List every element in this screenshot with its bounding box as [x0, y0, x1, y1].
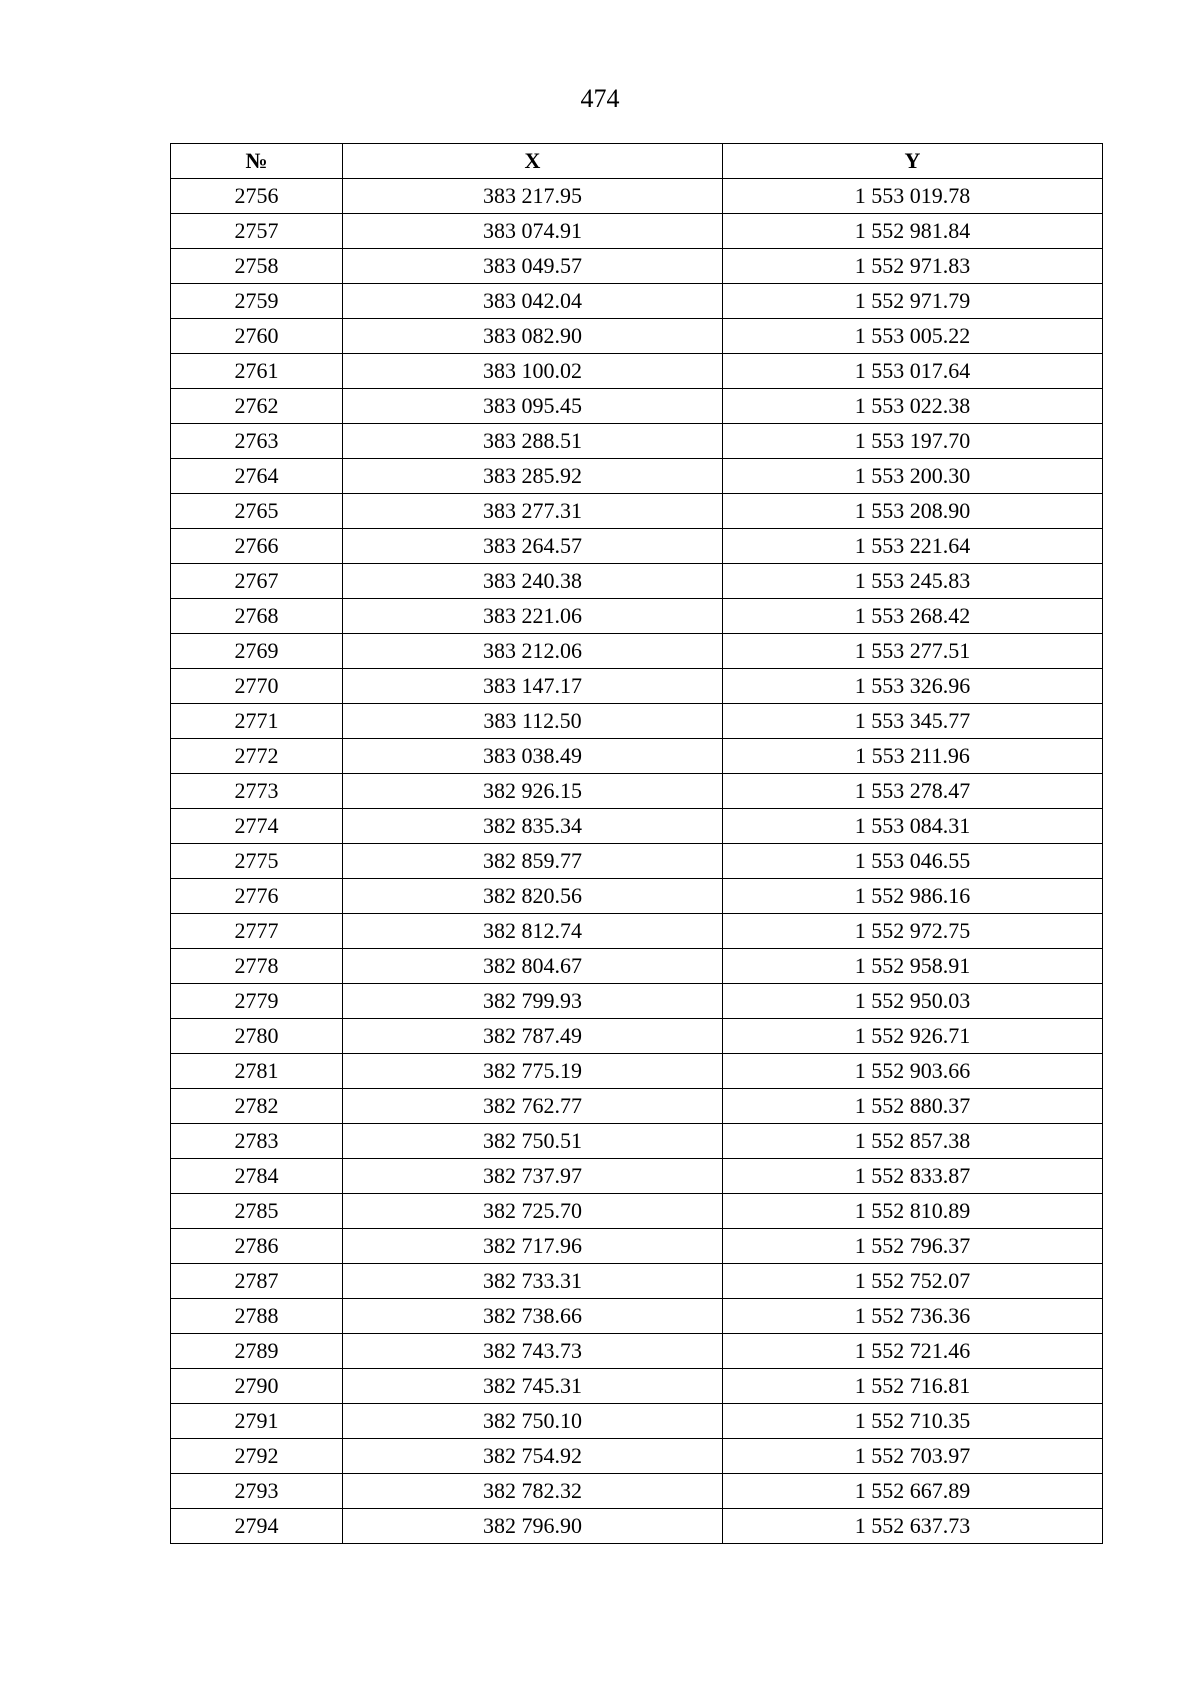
table-row: [171, 179, 1103, 214]
cell-number: 2780: [171, 1019, 343, 1054]
cell-x: 382 717.96: [343, 1229, 723, 1264]
cell-x: 382 762.77: [343, 1089, 723, 1124]
cell-x: 383 212.06: [343, 634, 723, 669]
cell-number: 2777: [171, 914, 343, 949]
cell-x: 383 038.49: [343, 739, 723, 774]
table-row: [171, 1229, 1103, 1264]
cell-number: 2785: [171, 1194, 343, 1229]
cell-y: 1 552 926.71: [723, 1019, 1103, 1054]
page-number: 474: [580, 84, 620, 113]
table-row: [171, 1439, 1103, 1474]
cell-y: 1 553 245.83: [723, 564, 1103, 599]
cell-y: 1 552 810.89: [723, 1194, 1103, 1229]
cell-y: 1 552 710.35: [723, 1404, 1103, 1439]
cell-number: 2758: [171, 249, 343, 284]
cell-y: 1 552 796.37: [723, 1229, 1103, 1264]
cell-number: 2783: [171, 1124, 343, 1159]
cell-x: 382 737.97: [343, 1159, 723, 1194]
table-row: [171, 564, 1103, 599]
cell-number: 2776: [171, 879, 343, 914]
table-body: [171, 179, 1103, 1544]
table-row: [171, 529, 1103, 564]
cell-y: 1 552 721.46: [723, 1334, 1103, 1369]
cell-number: 2789: [171, 1334, 343, 1369]
cell-number: 2761: [171, 354, 343, 389]
cell-x: 383 288.51: [343, 424, 723, 459]
cell-x: 382 787.49: [343, 1019, 723, 1054]
cell-y: 1 552 972.75: [723, 914, 1103, 949]
cell-y: 1 553 221.64: [723, 529, 1103, 564]
cell-number: 2793: [171, 1474, 343, 1509]
cell-y: 1 552 857.38: [723, 1124, 1103, 1159]
cell-y: 1 552 752.07: [723, 1264, 1103, 1299]
cell-y: 1 553 277.51: [723, 634, 1103, 669]
cell-y: 1 552 833.87: [723, 1159, 1103, 1194]
cell-number: 2769: [171, 634, 343, 669]
cell-number: 2781: [171, 1054, 343, 1089]
cell-x: 383 112.50: [343, 704, 723, 739]
table-row: [171, 1509, 1103, 1544]
cell-x: 382 775.19: [343, 1054, 723, 1089]
cell-y: 1 553 022.38: [723, 389, 1103, 424]
cell-number: 2773: [171, 774, 343, 809]
table-row: [171, 284, 1103, 319]
cell-number: 2775: [171, 844, 343, 879]
table-row: [171, 1019, 1103, 1054]
table-row: [171, 984, 1103, 1019]
cell-x: 382 733.31: [343, 1264, 723, 1299]
cell-number: 2765: [171, 494, 343, 529]
cell-x: 382 804.67: [343, 949, 723, 984]
table-row: [171, 249, 1103, 284]
cell-y: 1 552 971.83: [723, 249, 1103, 284]
cell-number: 2791: [171, 1404, 343, 1439]
cell-x: 382 820.56: [343, 879, 723, 914]
cell-x: 382 782.32: [343, 1474, 723, 1509]
cell-number: 2784: [171, 1159, 343, 1194]
cell-x: 382 859.77: [343, 844, 723, 879]
cell-x: 382 750.10: [343, 1404, 723, 1439]
cell-y: 1 553 019.78: [723, 179, 1103, 214]
cell-x: 383 095.45: [343, 389, 723, 424]
cell-y: 1 552 880.37: [723, 1089, 1103, 1124]
cell-x: 383 240.38: [343, 564, 723, 599]
table-row: [171, 1089, 1103, 1124]
table-row: [171, 669, 1103, 704]
coordinates-table: [170, 143, 1103, 1544]
cell-x: 383 277.31: [343, 494, 723, 529]
cell-y: 1 552 637.73: [723, 1509, 1103, 1544]
cell-x: 383 264.57: [343, 529, 723, 564]
cell-x: 383 217.95: [343, 179, 723, 214]
table-row: [171, 914, 1103, 949]
cell-y: 1 552 986.16: [723, 879, 1103, 914]
table-row: [171, 809, 1103, 844]
cell-x: 382 738.66: [343, 1299, 723, 1334]
table-row: [171, 1474, 1103, 1509]
cell-number: 2782: [171, 1089, 343, 1124]
cell-x: 382 750.51: [343, 1124, 723, 1159]
cell-number: 2772: [171, 739, 343, 774]
cell-y: 1 553 208.90: [723, 494, 1103, 529]
cell-x: 382 796.90: [343, 1509, 723, 1544]
table-row: [171, 879, 1103, 914]
table-row: [171, 1264, 1103, 1299]
cell-x: 382 799.93: [343, 984, 723, 1019]
table-row: [171, 844, 1103, 879]
cell-number: 2774: [171, 809, 343, 844]
cell-y: 1 552 736.36: [723, 1299, 1103, 1334]
cell-x: 383 074.91: [343, 214, 723, 249]
cell-number: 2760: [171, 319, 343, 354]
cell-y: 1 552 958.91: [723, 949, 1103, 984]
table-row: [171, 1054, 1103, 1089]
cell-x: 382 725.70: [343, 1194, 723, 1229]
cell-y: 1 553 345.77: [723, 704, 1103, 739]
cell-x: 383 147.17: [343, 669, 723, 704]
cell-number: 2787: [171, 1264, 343, 1299]
cell-y: 1 553 046.55: [723, 844, 1103, 879]
cell-y: 1 552 971.79: [723, 284, 1103, 319]
cell-y: 1 553 005.22: [723, 319, 1103, 354]
cell-x: 382 835.34: [343, 809, 723, 844]
table-row: [171, 1124, 1103, 1159]
table-row: [171, 319, 1103, 354]
cell-number: 2786: [171, 1229, 343, 1264]
cell-x: 383 221.06: [343, 599, 723, 634]
cell-x: 382 754.92: [343, 1439, 723, 1474]
cell-x: 382 743.73: [343, 1334, 723, 1369]
cell-y: 1 553 017.64: [723, 354, 1103, 389]
cell-number: 2768: [171, 599, 343, 634]
table-header: [171, 144, 1103, 179]
cell-number: 2766: [171, 529, 343, 564]
cell-x: 382 745.31: [343, 1369, 723, 1404]
cell-number: 2794: [171, 1509, 343, 1544]
cell-number: 2764: [171, 459, 343, 494]
header-number: №: [171, 144, 343, 179]
table-row: [171, 494, 1103, 529]
header-row: [171, 144, 1103, 179]
cell-number: 2767: [171, 564, 343, 599]
cell-y: 1 553 326.96: [723, 669, 1103, 704]
table-row: [171, 1404, 1103, 1439]
cell-number: 2759: [171, 284, 343, 319]
cell-number: 2762: [171, 389, 343, 424]
cell-number: 2790: [171, 1369, 343, 1404]
cell-y: 1 553 278.47: [723, 774, 1103, 809]
cell-y: 1 553 197.70: [723, 424, 1103, 459]
table-row: [171, 739, 1103, 774]
cell-x: 383 285.92: [343, 459, 723, 494]
cell-number: 2778: [171, 949, 343, 984]
cell-x: 382 812.74: [343, 914, 723, 949]
cell-number: 2771: [171, 704, 343, 739]
cell-x: 382 926.15: [343, 774, 723, 809]
cell-number: 2779: [171, 984, 343, 1019]
table-row: [171, 704, 1103, 739]
cell-y: 1 552 981.84: [723, 214, 1103, 249]
table-row: [171, 389, 1103, 424]
cell-y: 1 552 716.81: [723, 1369, 1103, 1404]
header-x: X: [343, 144, 723, 179]
table-row: [171, 459, 1103, 494]
table-row: [171, 1369, 1103, 1404]
table-row: [171, 634, 1103, 669]
cell-y: 1 553 200.30: [723, 459, 1103, 494]
table-row: [171, 1159, 1103, 1194]
cell-x: 383 049.57: [343, 249, 723, 284]
cell-x: 383 082.90: [343, 319, 723, 354]
table-row: [171, 214, 1103, 249]
cell-x: 383 042.04: [343, 284, 723, 319]
table-row: [171, 1334, 1103, 1369]
cell-y: 1 552 703.97: [723, 1439, 1103, 1474]
table-row: [171, 1194, 1103, 1229]
cell-number: 2757: [171, 214, 343, 249]
cell-number: 2756: [171, 179, 343, 214]
cell-y: 1 552 950.03: [723, 984, 1103, 1019]
table-row: [171, 354, 1103, 389]
cell-y: 1 552 667.89: [723, 1474, 1103, 1509]
table-row: [171, 949, 1103, 984]
cell-number: 2763: [171, 424, 343, 459]
cell-number: 2792: [171, 1439, 343, 1474]
table-row: [171, 599, 1103, 634]
cell-y: 1 553 084.31: [723, 809, 1103, 844]
table-row: [171, 424, 1103, 459]
cell-y: 1 553 211.96: [723, 739, 1103, 774]
table-row: [171, 1299, 1103, 1334]
cell-x: 383 100.02: [343, 354, 723, 389]
cell-number: 2788: [171, 1299, 343, 1334]
cell-number: 2770: [171, 669, 343, 704]
table-row: [171, 774, 1103, 809]
cell-y: 1 553 268.42: [723, 599, 1103, 634]
header-y: Y: [723, 144, 1103, 179]
cell-y: 1 552 903.66: [723, 1054, 1103, 1089]
